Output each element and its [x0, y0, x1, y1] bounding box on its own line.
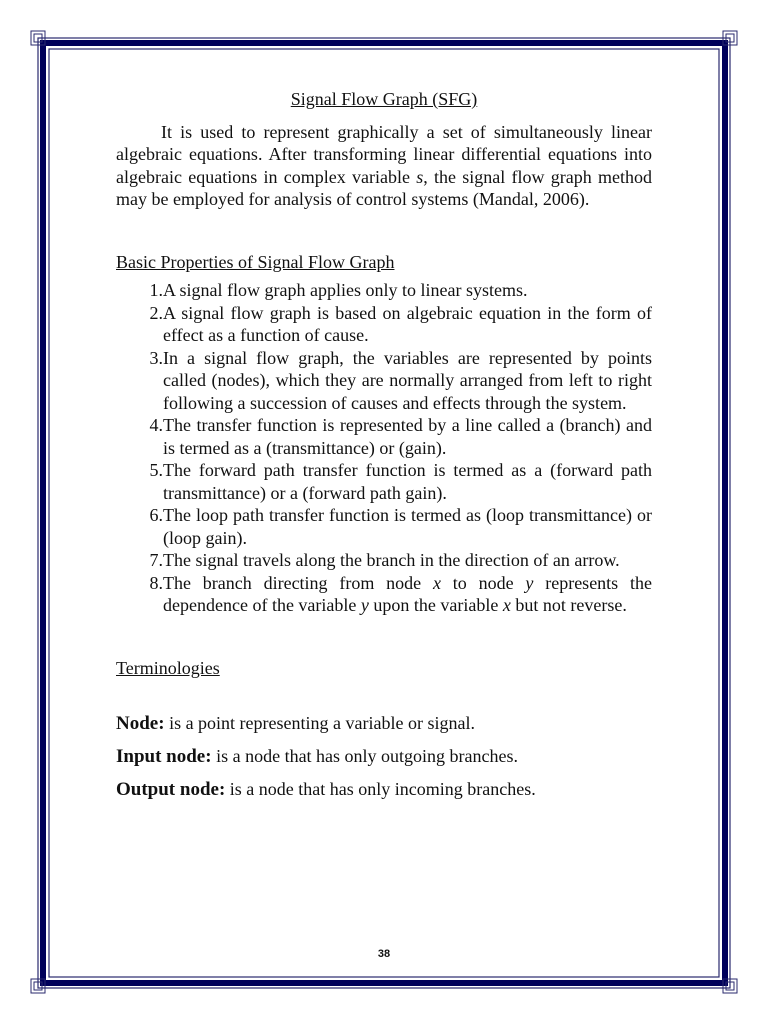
- variable-x: x: [432, 572, 441, 593]
- property-text: A signal flow graph applies only to linear systems.: [163, 280, 528, 300]
- property-text: The signal travels along the branch in the direction of an arrow.: [163, 550, 620, 570]
- property-8-part-4: upon the variable: [368, 595, 503, 615]
- property-8-part-1: The branch directing from node: [163, 572, 433, 593]
- property-item-1: [116, 279, 652, 302]
- term-node: [116, 712, 652, 735]
- property-text: A signal flow graph is based on algebraic equation in the form of effect as a function of cause.: [163, 302, 652, 345]
- page-number: 38: [377, 948, 391, 960]
- property-item-7: [116, 549, 652, 572]
- variable-y: y: [525, 572, 534, 593]
- property-text: The loop path transfer function is termed as (loop transmittance) or (loop gain).: [163, 505, 652, 548]
- term-input-node: [116, 745, 652, 768]
- properties-list: [116, 279, 652, 617]
- term-label: Input node:: [116, 746, 212, 767]
- property-8-part-3: represents the dependence of the variable: [163, 572, 652, 615]
- property-number: 6.: [149, 505, 163, 525]
- properties-heading: Basic Properties of Signal Flow Graph: [116, 251, 395, 272]
- property-text: In a signal flow graph, the variables are represented by points called (nodes), which they are normally arranged from left to right following a succession of causes and effects through the system.: [163, 347, 652, 413]
- property-number: 8.: [149, 572, 163, 593]
- term-label: Node:: [116, 713, 165, 734]
- property-number: 1.: [149, 280, 163, 300]
- terminologies-heading: Terminologies: [116, 657, 220, 678]
- term-definition: is a node that has only incoming branches.: [225, 779, 536, 799]
- variable-x: x: [502, 595, 511, 615]
- intro-variable-s: s: [416, 166, 424, 187]
- term-definition: is a point representing a variable or signal.: [164, 713, 475, 733]
- intro-paragraph: [116, 121, 652, 211]
- property-number: 5.: [149, 460, 163, 480]
- property-item-4: [116, 414, 652, 459]
- intro-text-start: It is used to represent graphically a set of simultaneously linear algebraic equations. After transforming linear differential equations into algebraic equations in complex variable: [116, 121, 652, 187]
- property-item-3: [116, 347, 652, 415]
- term-label: Output node:: [116, 779, 226, 800]
- term-output-node: [116, 778, 652, 801]
- property-item-2: [116, 302, 652, 347]
- property-8-part-5: but not reverse.: [510, 595, 627, 615]
- page-content: [116, 88, 652, 801]
- term-definition: is a node that has only outgoing branches.: [211, 746, 519, 766]
- property-item-6: [116, 504, 652, 549]
- property-text: The forward path transfer function is termed as a (forward path transmittance) or a (forward path gain).: [163, 460, 652, 503]
- property-item-8: [116, 572, 652, 617]
- property-number: 4.: [149, 415, 163, 435]
- intro-text-end: , the signal flow graph method may be employed for analysis of control systems (Mandal, 2006).: [116, 166, 652, 209]
- property-number: 2.: [149, 302, 163, 323]
- property-item-5: [116, 459, 652, 504]
- property-number: 7.: [149, 550, 163, 570]
- property-number: 3.: [149, 347, 163, 368]
- variable-y: y: [360, 595, 369, 615]
- property-8-part-2: to node: [440, 572, 526, 593]
- property-text: [163, 572, 652, 617]
- page-title: Signal Flow Graph (SFG): [290, 89, 478, 109]
- property-text: The transfer function is represented by a line called a (branch) and is termed as a (transmittance) or (gain).: [163, 415, 652, 458]
